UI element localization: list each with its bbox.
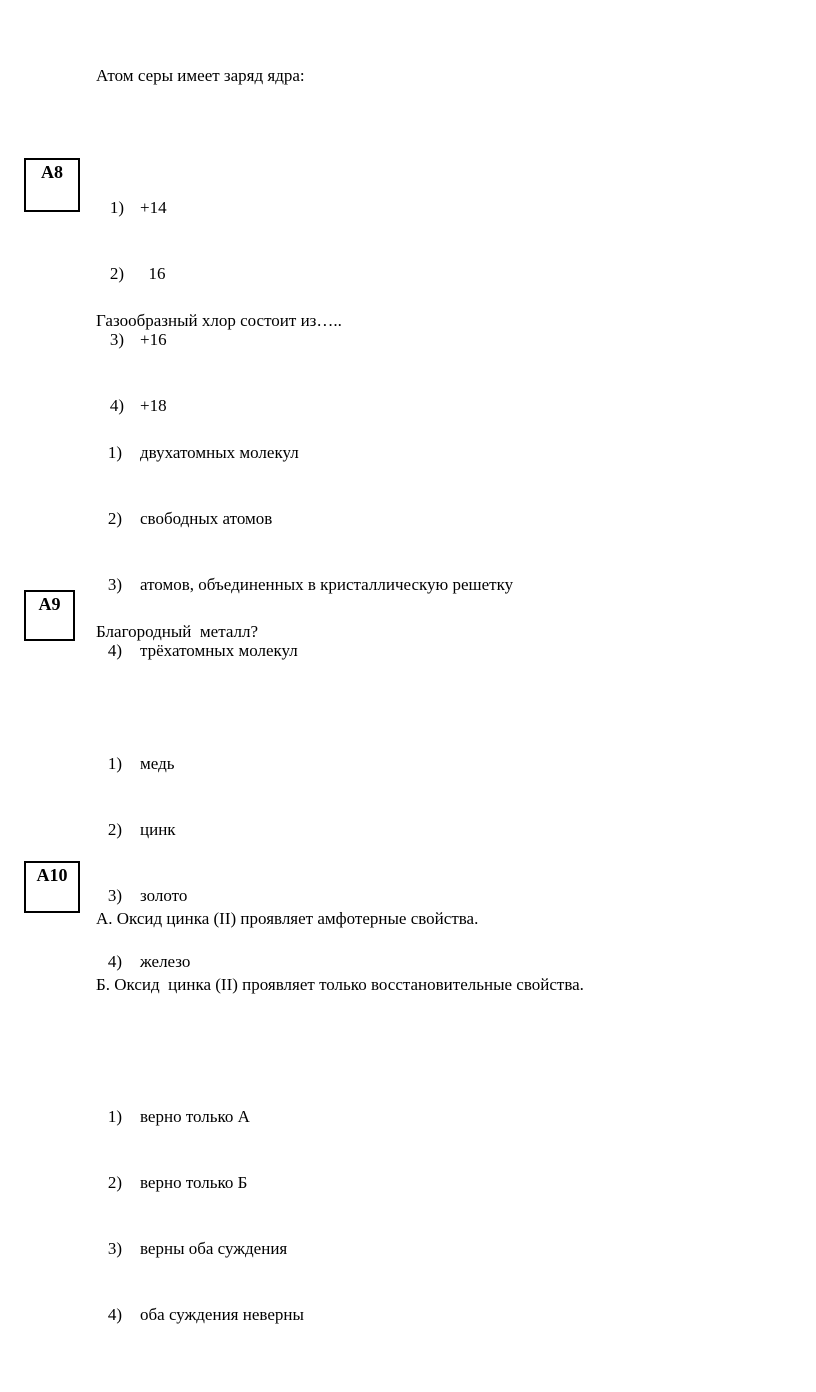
option-text: верно только Б	[140, 1173, 248, 1192]
option-number: 2)	[107, 1173, 122, 1192]
option-text: +18	[140, 396, 167, 415]
option-number: 4)	[107, 641, 122, 660]
answer-option-1[interactable]	[96, 442, 342, 464]
option-text: железо	[140, 952, 191, 971]
question-statement-a: А. Оксид цинка (II) проявляет амфотерные свойства.	[96, 909, 479, 928]
option-number: 4)	[109, 396, 124, 415]
option-text: верны оба суждения	[140, 1239, 288, 1258]
question-label-a9	[24, 590, 75, 641]
question-stem: Атом серы имеет заряд ядра:	[96, 66, 305, 85]
question-label-text: А9	[38, 594, 61, 614]
option-number: 4)	[107, 952, 122, 971]
option-text: оба суждения неверны	[140, 1305, 304, 1324]
option-text: двухатомных молекул	[140, 443, 299, 462]
question-stem: Газообразный хлор состоит из…..	[96, 311, 342, 330]
answer-option-1[interactable]	[96, 753, 258, 775]
option-text: трёхатомных молекул	[140, 641, 298, 660]
question-label-a10	[24, 861, 80, 913]
answer-options	[96, 1062, 584, 1370]
option-number: 1)	[107, 754, 122, 773]
option-number: 2)	[109, 264, 124, 283]
option-text: атомов, объединенных в кристаллическую решетку	[140, 575, 514, 594]
option-text: цинк	[140, 820, 176, 839]
option-text: свободных атомов	[140, 509, 273, 528]
option-number: 3)	[107, 575, 122, 594]
option-text: медь	[140, 754, 175, 773]
question-label-text: А10	[36, 865, 68, 885]
option-number: 4)	[107, 1305, 122, 1324]
question-label-text: А8	[41, 162, 63, 182]
option-text: верно только А	[140, 1107, 250, 1126]
question-statement-b: Б. Оксид цинка (II) проявляет только восстановительные свойства.	[96, 975, 584, 994]
question-zinc-oxide	[96, 864, 584, 1392]
option-text: +16	[140, 330, 167, 349]
answer-option-4[interactable]	[96, 1304, 584, 1326]
answer-option-2[interactable]	[96, 819, 258, 841]
answer-option-2[interactable]	[96, 1172, 584, 1194]
question-stem: Благородный металл?	[96, 622, 259, 641]
option-number: 3)	[109, 330, 124, 349]
option-number: 2)	[107, 820, 122, 839]
option-number: 3)	[107, 886, 122, 905]
option-text: золото	[140, 886, 188, 905]
option-number: 1)	[107, 1107, 122, 1126]
answer-option-1[interactable]	[96, 1106, 584, 1128]
answer-option-2[interactable]	[96, 508, 342, 530]
option-number: 1)	[107, 443, 122, 462]
question-label-a8	[24, 158, 80, 212]
option-number: 1)	[109, 198, 124, 217]
option-number: 2)	[107, 509, 122, 528]
option-number: 3)	[107, 1239, 122, 1258]
option-text: 16	[140, 264, 166, 283]
answer-option-3[interactable]	[96, 1238, 584, 1260]
option-text: +14	[140, 198, 167, 217]
answer-option-1[interactable]	[96, 197, 305, 219]
